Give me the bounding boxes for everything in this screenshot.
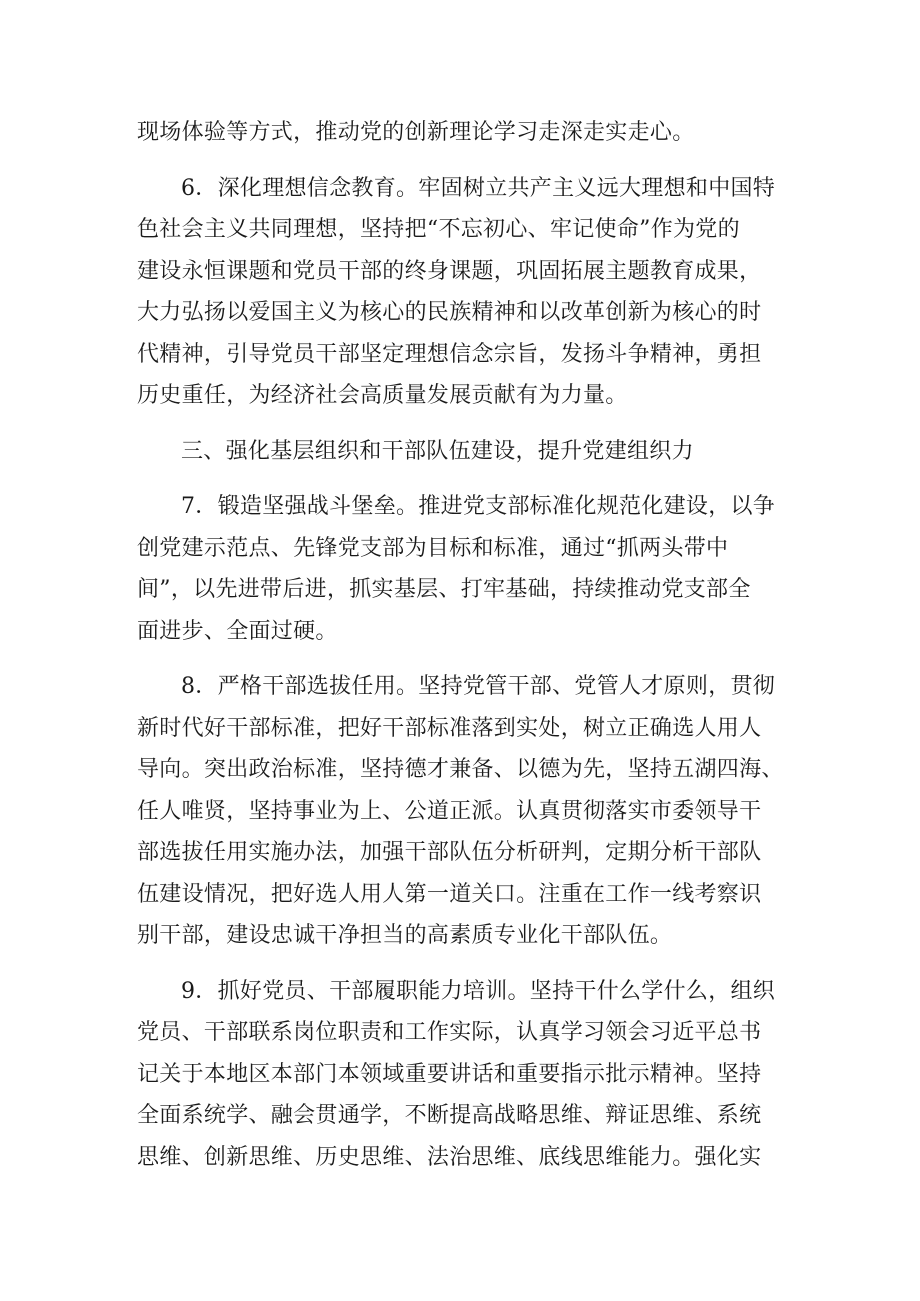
paragraph-8 — [137, 666, 797, 957]
text-line: 色社会主义共同理想，坚持把“不忘初心、牢记使命”作为党的 — [137, 217, 740, 242]
section-heading-3 — [137, 431, 797, 473]
text-line: 部选拔任用实施办法，加强干部队伍分析研判，定期分析干部队 — [137, 840, 762, 865]
text-line: 大力弘扬以爱国主义为核心的民族精神和以改革创新为核心的时 — [137, 300, 762, 325]
text-line: 6．深化理想信念教育。牢固树立共产主义远大理想和中国特 — [181, 175, 776, 201]
text-line: 新时代好干部标准，把好干部标准落到实处，树立正确选人用人 — [137, 715, 762, 741]
text-line: 9．抓好党员、干部履职能力培训。坚持干什么学什么，组织 — [181, 978, 776, 1004]
text-line: 伍建设情况，把好选人用人第一道关口。注重在工作一线考察识 — [137, 881, 762, 907]
text-line: 7．锻造坚强战斗堡垒。推进党支部标准化规范化建设，以争 — [181, 494, 776, 519]
text-line: 建设永恒课题和党员干部的终身课题，巩固拓展主题教育成果， — [137, 258, 762, 284]
text-line: 面进步、全面过硬。 — [137, 618, 338, 644]
paragraph-7 — [137, 486, 797, 652]
text-line: 创党建示范点、先锋党支部为目标和标准，通过“抓两头带中 — [137, 535, 729, 561]
text-line: 任人唯贤，坚持事业为上、公道正派。认真贯彻落实市委领导干 — [137, 798, 762, 824]
text-line: 8．严格干部选拔任用。坚持党管干部、党管人才原则，贯彻 — [181, 674, 776, 699]
text-line: 记关于本地区本部门本领域重要讲话和重要指示批示精神。坚持 — [137, 1061, 762, 1087]
section-heading-text: 三、强化基层组织和干部队伍建设，提升党建组织力 — [181, 438, 694, 464]
paragraph-6 — [137, 168, 797, 417]
text-line: 别干部，建设忠诚干净担当的高素质专业化干部队伍。 — [137, 923, 673, 948]
text-line: 历史重任，为经济社会高质量发展贡献有为力量。 — [137, 383, 628, 408]
text-line: 现场体验等方式，推动党的创新理论学习走深走实走心。 — [137, 120, 695, 145]
text-line: 全面系统学、融会贯通学，不断提高战略思维、辩证思维、系统 — [137, 1103, 762, 1128]
text-line: 导向。突出政治标准，坚持德才兼备、以德为先，坚持五湖四海、 — [137, 757, 784, 782]
text-line: 间”，以先进带后进，抓实基层、打牢基础，持续推动党支部全 — [137, 577, 751, 602]
paragraph-5-tail — [137, 112, 797, 154]
paragraph-9 — [137, 971, 797, 1179]
text-line: 思维、创新思维、历史思维、法治思维、底线思维能力。强化实 — [137, 1144, 762, 1170]
document-body — [137, 112, 797, 1178]
text-line: 代精神，引导党员干部坚定理想信念宗旨，发扬斗争精神，勇担 — [137, 341, 762, 367]
text-line: 党员、干部联系岗位职责和工作实际，认真学习领会习近平总书 — [137, 1020, 762, 1045]
